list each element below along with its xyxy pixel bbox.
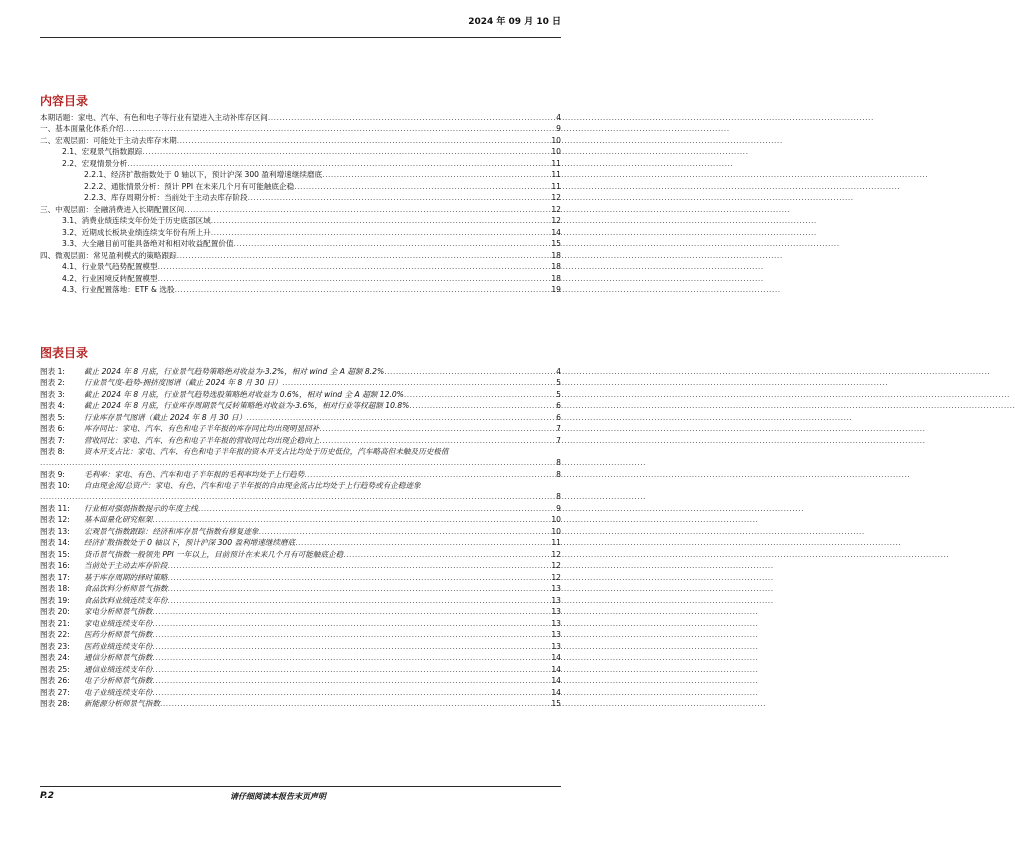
report-date: 2024 年 09 月 10 日 — [468, 17, 561, 27]
dot-leader — [127, 158, 549, 169]
figure-entry[interactable] — [40, 594, 561, 606]
toc-entry-title: 3.1、消费业绩连续支年份处于历史底部区域 — [62, 216, 211, 225]
dot-leader — [319, 435, 554, 446]
figure-entry-title — [40, 526, 259, 537]
dot-leader — [152, 675, 549, 686]
figure-page: 13 — [551, 584, 561, 593]
toc-entry-title: 2.2.1、经济扩散指数处于 0 轴以下，预计沪深 300 盈利增速继续磨底 — [84, 170, 323, 179]
figure-entry-title — [40, 629, 152, 640]
figure-label: 图表 2: — [40, 378, 65, 387]
dot-leader — [124, 123, 555, 134]
figure-label: 图表 7: — [40, 435, 65, 445]
figure-entry[interactable] — [40, 400, 561, 412]
figure-title: 通信业绩连续支年份 — [84, 664, 153, 674]
figure-title: 电子分析师景气指数 — [84, 676, 153, 685]
dot-leader — [259, 526, 550, 537]
figure-label: 图表 1: — [40, 366, 65, 376]
figure-entry[interactable] — [40, 548, 561, 560]
figure-entry[interactable] — [40, 365, 561, 377]
dot-leader — [152, 641, 549, 652]
figure-entry-line — [40, 480, 561, 491]
figure-title: 经济扩散指数处于 0 轴以下，预计沪深 300 盈利增速继续磨底 — [84, 538, 296, 547]
toc-entry-title: 二、宏观层面：可能处于主动去库存末期 — [40, 135, 177, 145]
figure-entry-title — [40, 549, 343, 560]
toc-entry-page: 12 — [551, 216, 561, 225]
figure-entry[interactable] — [40, 663, 561, 675]
figure-entry[interactable] — [40, 377, 561, 389]
toc-entry[interactable] — [40, 157, 561, 169]
figure-entry[interactable] — [40, 652, 561, 664]
toc-entry[interactable] — [40, 134, 561, 146]
toc-entry-title: 4.2、行业困境反转配置模型 — [62, 273, 158, 283]
toc-entry-title: 2.2.3、库存周期分析：当前处于主动去库存阶段 — [84, 193, 248, 202]
figure-page: 13 — [551, 607, 561, 616]
figure-label: 图表 27: — [40, 687, 70, 697]
figure-entry-title — [40, 560, 168, 571]
toc-entry-title: 4.1、行业景气趋势配置模型 — [62, 262, 158, 271]
figure-title: 新能源分析师景气指数 — [84, 699, 160, 708]
figure-entry[interactable] — [40, 514, 561, 526]
figure-page: 8 — [556, 458, 561, 467]
dot-leader — [40, 457, 554, 468]
figure-entry[interactable] — [40, 640, 561, 652]
figure-title: 行业相对强弱指数提示的年度主线 — [84, 503, 198, 513]
dot-leader — [152, 687, 549, 698]
figure-page: 15 — [551, 699, 561, 708]
figure-page: 7 — [556, 435, 561, 445]
figure-title: 行业景气度-趋势-拥挤度图谱（截止 2024 年 8 月 30 日） — [84, 378, 283, 387]
dot-leader — [168, 572, 550, 583]
figure-label: 图表 8: — [40, 446, 65, 456]
toc-entry-page: 12 — [551, 193, 561, 202]
toc-entry-page: 15 — [551, 239, 561, 248]
figure-entry-title — [40, 389, 404, 400]
toc-entry[interactable] — [40, 284, 561, 296]
figure-entry[interactable] — [40, 560, 561, 572]
figure-entry[interactable] — [40, 583, 561, 595]
dot-leader — [234, 238, 550, 249]
toc-entry-page: 11 — [551, 170, 561, 179]
toc-entry-page: 18 — [551, 250, 561, 260]
figure-entry-title — [40, 412, 246, 423]
dot-leader — [152, 629, 549, 640]
figure-entry-title — [40, 423, 319, 434]
figure-page: 4 — [556, 366, 561, 376]
figure-title: 营收同比：家电、汽车、有色和电子半年报的营收同比均出现企稳向上 — [84, 435, 320, 445]
dot-leader — [152, 664, 549, 675]
figure-title: 家电业绩连续支年份 — [84, 618, 153, 628]
figure-page: 8 — [556, 469, 561, 479]
figure-entry-title — [40, 572, 168, 583]
dot-leader — [211, 227, 550, 238]
figure-title: 货币景气指数一般领先 PPI 一年以上，目前预计在未来几个月有可能触底企稳 — [84, 549, 344, 559]
figure-entry-title — [40, 664, 152, 675]
figure-title: 医药分析师景气指数 — [84, 630, 153, 639]
dot-leader — [248, 192, 550, 203]
figure-entry[interactable] — [40, 675, 561, 687]
dot-leader — [168, 560, 550, 571]
toc-entry-page: 11 — [551, 181, 561, 191]
figure-label: 图表 14: — [40, 538, 70, 547]
figure-label: 图表 25: — [40, 664, 70, 674]
figure-entry[interactable] — [40, 698, 561, 710]
figure-label: 图表 13: — [40, 526, 70, 536]
dot-leader — [268, 112, 554, 123]
dot-leader — [175, 284, 550, 295]
figure-entry-title — [40, 652, 152, 663]
figure-label: 图表 20: — [40, 607, 70, 616]
figure-entry-title — [40, 435, 319, 446]
figure-page: 12 — [551, 549, 561, 559]
dot-leader — [158, 261, 550, 272]
figure-page: 8 — [556, 492, 561, 501]
figure-label: 图表 24: — [40, 653, 70, 662]
figure-page: 13 — [551, 595, 561, 605]
dot-leader — [152, 652, 549, 663]
dot-leader — [40, 491, 554, 502]
figure-entry[interactable] — [40, 686, 561, 698]
toc-list — [40, 111, 561, 295]
figure-entry-title — [40, 514, 152, 525]
dot-leader — [168, 583, 550, 594]
toc-entry-page: 12 — [551, 204, 561, 214]
figures-title: 图表目录 — [40, 346, 89, 360]
figure-entry[interactable] — [40, 446, 561, 469]
figure-label: 图表 16: — [40, 561, 70, 570]
figure-page: 5 — [556, 389, 561, 399]
figure-page: 13 — [551, 641, 561, 651]
figure-title: 基于库存周期的择时策略 — [84, 572, 168, 582]
figure-label: 图表 3: — [40, 389, 65, 399]
figure-title: 当前处于主动去库存阶段 — [84, 561, 168, 570]
dot-leader — [404, 389, 554, 400]
dot-leader — [184, 204, 549, 215]
figure-entry-line — [40, 446, 561, 457]
figure-entry-leader-line — [40, 457, 561, 469]
toc-entry-title: 本期话题：家电、汽车、有色和电子等行业有望进入主动补库存区间 — [40, 112, 268, 122]
dot-leader — [158, 273, 550, 284]
figure-page: 6 — [556, 412, 561, 422]
figure-page: 11 — [551, 538, 561, 547]
figure-title: 通信分析师景气指数 — [84, 653, 153, 662]
dot-leader — [322, 169, 549, 180]
figure-entry-title — [40, 400, 409, 411]
toc-entry-title: 2.2、宏观情景分析 — [62, 158, 128, 168]
toc-entry[interactable] — [40, 272, 561, 284]
figure-title: 医药业绩连续支年份 — [84, 641, 153, 651]
figure-entry-title — [40, 366, 384, 377]
figure-entry[interactable] — [40, 525, 561, 537]
figure-entry[interactable] — [40, 411, 561, 423]
toc-entry-page: 10 — [551, 135, 561, 145]
figure-entry[interactable] — [40, 606, 561, 618]
toc-entry-page: 19 — [551, 285, 561, 294]
toc-entry-page: 9 — [556, 124, 561, 133]
figure-entry-title — [40, 606, 152, 617]
figure-title: 截止 2024 年 8 月底，行业库存周期景气反转策略绝对收益为-3.6%，相对行业等权超额 10.8% — [84, 401, 410, 410]
toc-entry-page: 4 — [556, 112, 561, 122]
figure-title: 截止 2024 年 8 月底，行业景气趋势选股策略绝对收益为 0.6%，相对 wind 全 A 超额 12.0% — [84, 389, 404, 399]
figure-title: 食品饮料业绩连续支年份 — [84, 595, 168, 605]
figure-entry-title — [40, 583, 168, 594]
dot-leader — [246, 412, 554, 423]
toc-entry-page: 18 — [551, 273, 561, 283]
figures-list — [40, 365, 561, 709]
toc-entry-title: 4.3、行业配置落地：ETF & 选股 — [62, 285, 175, 294]
toc-entry-title: 2.1、宏观景气指数跟踪 — [62, 147, 143, 156]
disclaimer-text: 请仔细阅读本报告末页声明 — [230, 792, 326, 801]
figure-entry[interactable] — [40, 537, 561, 549]
dot-leader — [409, 400, 554, 411]
figure-entry-title — [40, 675, 152, 686]
figure-entry-title — [40, 503, 198, 514]
figure-entry-title — [40, 595, 168, 606]
figure-entry-leader-line — [40, 491, 561, 503]
figure-title: 家电分析师景气指数 — [84, 607, 153, 616]
figure-entry[interactable] — [40, 617, 561, 629]
dot-leader — [304, 469, 554, 480]
dot-leader — [295, 537, 549, 548]
dot-leader — [319, 423, 554, 434]
figure-page: 7 — [556, 424, 561, 433]
figure-title: 自由现金流/总资产：家电、有色、汽车和电子半年报的自由现金流占比均处于上行趋势或有企稳迹象 — [84, 480, 421, 490]
dot-leader — [142, 146, 549, 157]
footer-divider — [40, 786, 561, 787]
figure-entry-title — [40, 377, 282, 388]
figure-label: 图表 19: — [40, 595, 70, 605]
toc-entry-page: 18 — [551, 262, 561, 271]
figure-label: 图表 15: — [40, 549, 70, 559]
figure-page: 5 — [556, 378, 561, 387]
dot-leader — [294, 181, 549, 192]
dot-leader — [152, 606, 549, 617]
toc-entry[interactable] — [40, 146, 561, 158]
figure-label: 图表 12: — [40, 515, 70, 524]
dot-leader — [384, 366, 554, 377]
toc-entry-page: 10 — [551, 147, 561, 156]
figure-page: 12 — [551, 561, 561, 570]
figure-label: 图表 26: — [40, 676, 70, 685]
figure-label: 图表 23: — [40, 641, 70, 651]
toc-entry[interactable] — [40, 123, 561, 135]
figure-label: 图表 28: — [40, 699, 70, 708]
figure-entry-title — [40, 618, 152, 629]
figure-entry-title — [40, 641, 152, 652]
figure-label: 图表 10: — [40, 480, 70, 490]
figure-label: 图表 6: — [40, 424, 65, 433]
figure-page: 13 — [551, 630, 561, 639]
figure-title: 基本面量化研究框架 — [84, 515, 153, 524]
figure-entry-title — [40, 469, 304, 480]
figure-entry-title — [40, 687, 152, 698]
dot-leader — [177, 135, 550, 146]
figure-title: 毛利率：家电、有色、汽车和电子半年报的毛利率均处于上行趋势 — [84, 469, 305, 479]
toc-entry-title: 3.2、近期成长板块业绩连续支年份有所上升 — [62, 227, 211, 237]
figure-label: 图表 22: — [40, 630, 70, 639]
figure-page: 6 — [556, 401, 561, 410]
figure-title: 截止 2024 年 8 月底，行业景气趋势策略绝对收益为-3.2%，相对 wind 全 A 超额 8.2% — [84, 366, 385, 376]
toc-entry[interactable] — [40, 111, 561, 123]
figure-page: 13 — [551, 618, 561, 628]
toc-entry-title: 三、中观层面：全融消费进入长期配置区间 — [40, 204, 185, 214]
figure-entry[interactable] — [40, 388, 561, 400]
dot-leader — [177, 250, 550, 261]
figure-page: 14 — [551, 653, 561, 662]
dot-leader — [198, 503, 554, 514]
figure-title: 宏观景气指数跟踪：经济和库存景气指数有修复迹象 — [84, 526, 259, 536]
toc-entry[interactable] — [40, 238, 561, 250]
figure-entry[interactable] — [40, 434, 561, 446]
figure-label: 图表 11: — [40, 503, 70, 513]
dot-leader — [160, 698, 549, 709]
toc-entry[interactable] — [40, 261, 561, 273]
figure-label: 图表 21: — [40, 618, 70, 628]
toc-entry[interactable] — [40, 215, 561, 227]
figure-title: 电子业绩连续支年份 — [84, 687, 153, 697]
toc-title: 内容目录 — [40, 94, 89, 108]
figure-title: 库存同比：家电、汽车、有色和电子半年报的库存同比均出现明显回补 — [84, 424, 320, 433]
figure-page: 14 — [551, 687, 561, 697]
toc-entry-title: 一、基本面量化体系介绍 — [40, 124, 124, 133]
toc-entry[interactable] — [40, 169, 561, 181]
figure-entry[interactable] — [40, 480, 561, 503]
figure-entry[interactable] — [40, 468, 561, 480]
toc-entry[interactable] — [40, 203, 561, 215]
toc-entry-title: 四、微观层面：常见盈利模式的策略跟踪 — [40, 250, 177, 260]
figure-page: 14 — [551, 676, 561, 685]
toc-entry-title: 3.3、大全融目前可能具备绝对和相对收益配置价值 — [62, 239, 234, 248]
toc-entry-title: 2.2.2、通胀情景分析：预计 PPI 在未来几个月有可能触底企稳 — [84, 181, 295, 191]
figure-entry[interactable] — [40, 423, 561, 435]
dot-leader — [152, 514, 549, 525]
figure-page: 14 — [551, 664, 561, 674]
toc-entry-page: 11 — [551, 158, 561, 168]
dot-leader — [152, 618, 549, 629]
toc-entry[interactable] — [40, 249, 561, 261]
dot-leader — [211, 215, 550, 226]
figure-page: 10 — [551, 515, 561, 524]
figure-entry[interactable] — [40, 502, 561, 514]
figure-title: 行业库存景气图谱（截止 2024 年 8 月 30 日） — [84, 412, 247, 422]
toc-entry-page: 14 — [551, 227, 561, 237]
figure-page: 9 — [556, 503, 561, 513]
toc-entry[interactable] — [40, 192, 561, 204]
figure-title: 资本开支占比：家电、汽车、有色和电子半年报的资本开支占比均处于历史低位，汽车略高但未触及历史极值 — [84, 446, 449, 456]
figure-title: 食品饮料分析师景气指数 — [84, 584, 168, 593]
figure-label: 图表 5: — [40, 412, 65, 422]
figure-label: 图表 9: — [40, 469, 65, 479]
figure-page: 12 — [551, 572, 561, 582]
toc-entry[interactable] — [40, 226, 561, 238]
figure-entry[interactable] — [40, 629, 561, 641]
toc-entry[interactable] — [40, 180, 561, 192]
figure-entry-title — [40, 698, 160, 709]
figure-page: 10 — [551, 526, 561, 536]
dot-leader — [168, 595, 550, 606]
dot-leader — [282, 377, 554, 388]
figure-entry-title — [40, 537, 295, 548]
figure-entry[interactable] — [40, 571, 561, 583]
dot-leader — [343, 549, 549, 560]
figure-label: 图表 18: — [40, 584, 70, 593]
page-number: P.2 — [40, 791, 54, 801]
header-divider — [40, 37, 561, 38]
figure-label: 图表 4: — [40, 401, 65, 410]
figure-label: 图表 17: — [40, 572, 70, 582]
